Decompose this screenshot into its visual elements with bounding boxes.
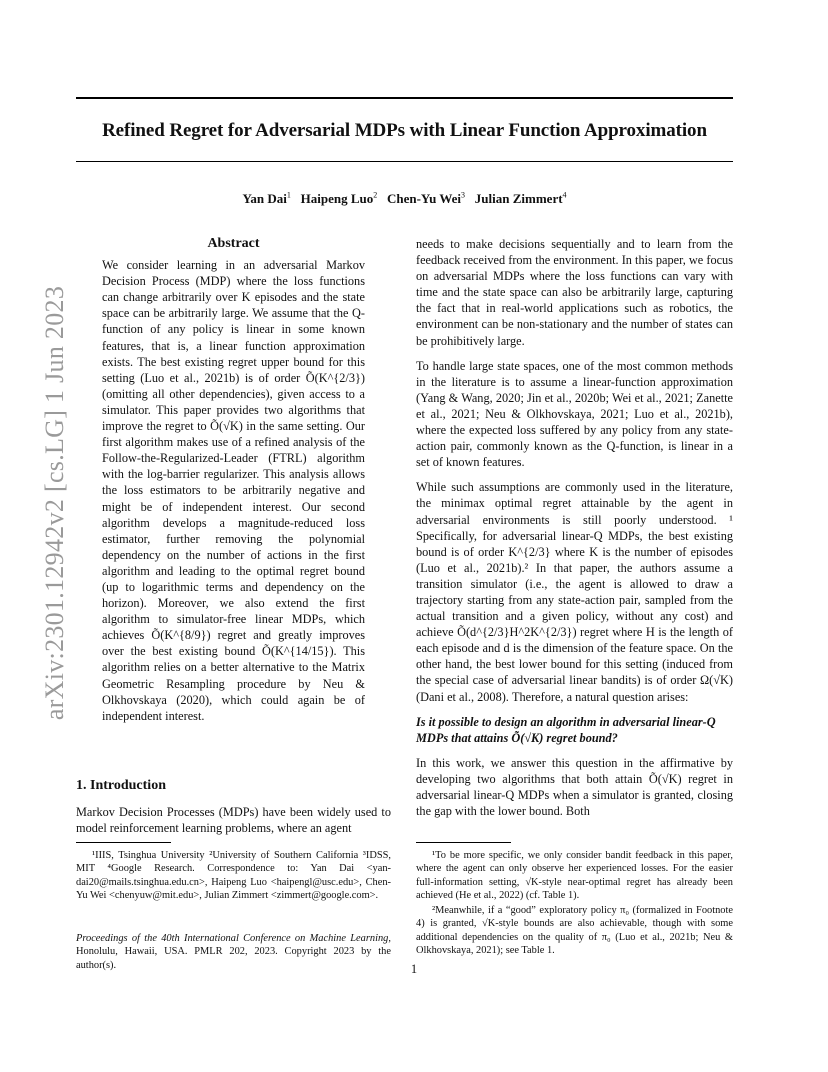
abstract-section <box>102 236 365 724</box>
intro-paragraph: Markov Decision Processes (MDPs) have been widely used to model reinforcement learning problems, where an agent <box>76 805 391 836</box>
body-paragraph: While such assumptions are commonly used in the literature, the minimax optimal regret attainable by the agent in adversarial environments is still poorly understood. ¹ Specifically, for adversarial linear-Q MDPs, the best existing bound is of order K^{2/3} where K is the number of episodes (Luo et al., 2021b).² In that paper, the authors assume a transition simulator (i.e., the agent is allowed to draw a trajectory starting from any state-action pair, sampled from the actual transition and a given policy, without any cost) and achieve Õ(d^{2/3}H^2K^{2/3}) regret where H is the length of each episode and d is the dimension of the feature space. On the other hand, the best lower bound for this setting (induced from the special case of adversarial linear bandits) is of order Ω(√K) (Dani et al., 2008). Therefore, a natural question arises: <box>416 480 733 704</box>
proceedings-details: , Honolulu, Hawaii, USA. PMLR 202, 2023. Copyright 2023 by the author(s). <box>76 933 391 971</box>
footnotes-right <box>416 849 733 959</box>
page-number: 1 <box>410 962 418 976</box>
paper-title: Refined Regret for Adversarial MDPs with Linear Function Approximation <box>102 120 707 141</box>
footnote-2: ²Meanwhile, if a “good” exploratory policy π₀ (formalized in Footnote 4) is granted, √K-style bounds are also achievable, though with some additional dependencies on the quality of π₀ (Luo et al., 2021b; Neu & Olkhovskaya, 2021); see Table 1. <box>416 905 733 957</box>
author-name: Yan Dai <box>242 191 287 206</box>
author-affil-sup: 2 <box>373 190 378 200</box>
footnote-1: ¹To be more specific, we only consider bandit feedback in this paper, where the agent can only observe her experienced losses. For the easier full-information setting, √K-style near-optimal regret has already been achieved (He et al., 2022) (cf. Table 1). <box>416 850 733 901</box>
abstract-heading: Abstract <box>207 236 260 251</box>
body-paragraph: In this work, we answer this question in the affirmative by developing two algorithms that both attain Õ(√K) regret in adversarial linear-Q MDPs when a simulator is granted, closing the gap with the lower bound. Both <box>416 755 733 819</box>
footnote-rule-left <box>76 842 171 843</box>
research-question: Is it possible to design an algorithm in adversarial linear-Q MDPs that attains Õ(√K) regret bound? <box>416 714 716 745</box>
right-column <box>416 236 733 828</box>
body-paragraph: To handle large state spaces, one of the most common methods in the literature is to assume a linear-function approximation (Yang & Wang, 2020; Jin et al., 2020b; Wei et al., 2021; Zanette et al., 2021; Neu & Olkhovskaya, 2021; Luo et al., 2021b), where the expected loss suffered by any policy from any state-action pair, commonly known as the Q-function, is linear in a set of known features. <box>416 358 733 470</box>
proceedings-venue: Proceedings of the 40th International Conference on Machine Learning <box>76 933 389 944</box>
author-affil-sup: 1 <box>286 190 291 200</box>
abstract-text: We consider learning in an adversarial Markov Decision Process (MDP) where the loss functions can change arbitrarily over K episodes and the state space can be arbitrarily large. We assume that the Q-function of any policy is linear in some known features, that is, a linear function approximation exists. The best existing regret upper bound for this setting (Luo et al., 2021b) is of order Õ(K^{2/3}) (omitting all other dependencies), given access to a simulator. This paper provides two algorithms that improve the regret to Õ(√K) in the same setting. Our first algorithm makes use of a refined analysis of the Follow-the-Regularized-Leader (FTRL) algorithm with the log-barrier regularizer. This analysis allows the loss estimators to be arbitrarily negative and might be of independent interest. Our second algorithm develops a magnitude-reduced loss estimator, further removing the polynomial dependency on the number of actions in the first algorithm and leading to the optimal regret bound (up to logarithmic terms and dependency on the horizon). Moreover, we also extend the first algorithm to simulator-free linear MDPs, which achieves Õ(K^{8/9}) regret and greatly improves over the best existing bound Õ(K^{14/15}). This algorithm relies on a better alternative to the Matrix Geometric Resampling procedure by Neu & Olkhovskaya (2020), which could again be of independent interest. <box>102 258 365 723</box>
author-affil-sup: 3 <box>461 190 466 200</box>
section-heading-introduction: 1. Introduction <box>76 778 166 793</box>
author-list <box>76 191 733 207</box>
affiliation-footnote: ¹IIIS, Tsinghua University ²University of Southern California ³IDSS, MIT ⁴Google Research. Correspondence to: Yan Dai <yan-dai20@mails.tsinghua.edu.cn>, Haipeng Luo <haipengl@usc.edu>, Chen-Yu Wei <chenyuw@mit.edu>, Julian Zimmert <zimmert@google.com>. <box>76 850 391 901</box>
author-name: Julian Zimmert <box>474 191 563 206</box>
body-paragraph: needs to make decisions sequentially and to learn from the feedback received from the environment. In this paper, we focus on adversarial MDPs where the loss functions can vary with time and the state space can also be arbitrarily large, capturing the fact that in real-world applications such as robotics, the environment can be non-stationary and the number of states can be prohibitively large. <box>416 237 733 348</box>
title-rule-bottom <box>76 161 733 162</box>
author-name: Chen-Yu Wei <box>386 191 462 206</box>
footnote-rule-right <box>416 842 511 843</box>
arxiv-stamp[interactable]: arXiv:2301.12942v2 [cs.LG] 1 Jun 2023 <box>40 285 69 721</box>
title-rule-top <box>76 97 733 99</box>
author-name: Haipeng Luo <box>300 191 374 206</box>
author-affil-sup: 4 <box>562 190 567 200</box>
